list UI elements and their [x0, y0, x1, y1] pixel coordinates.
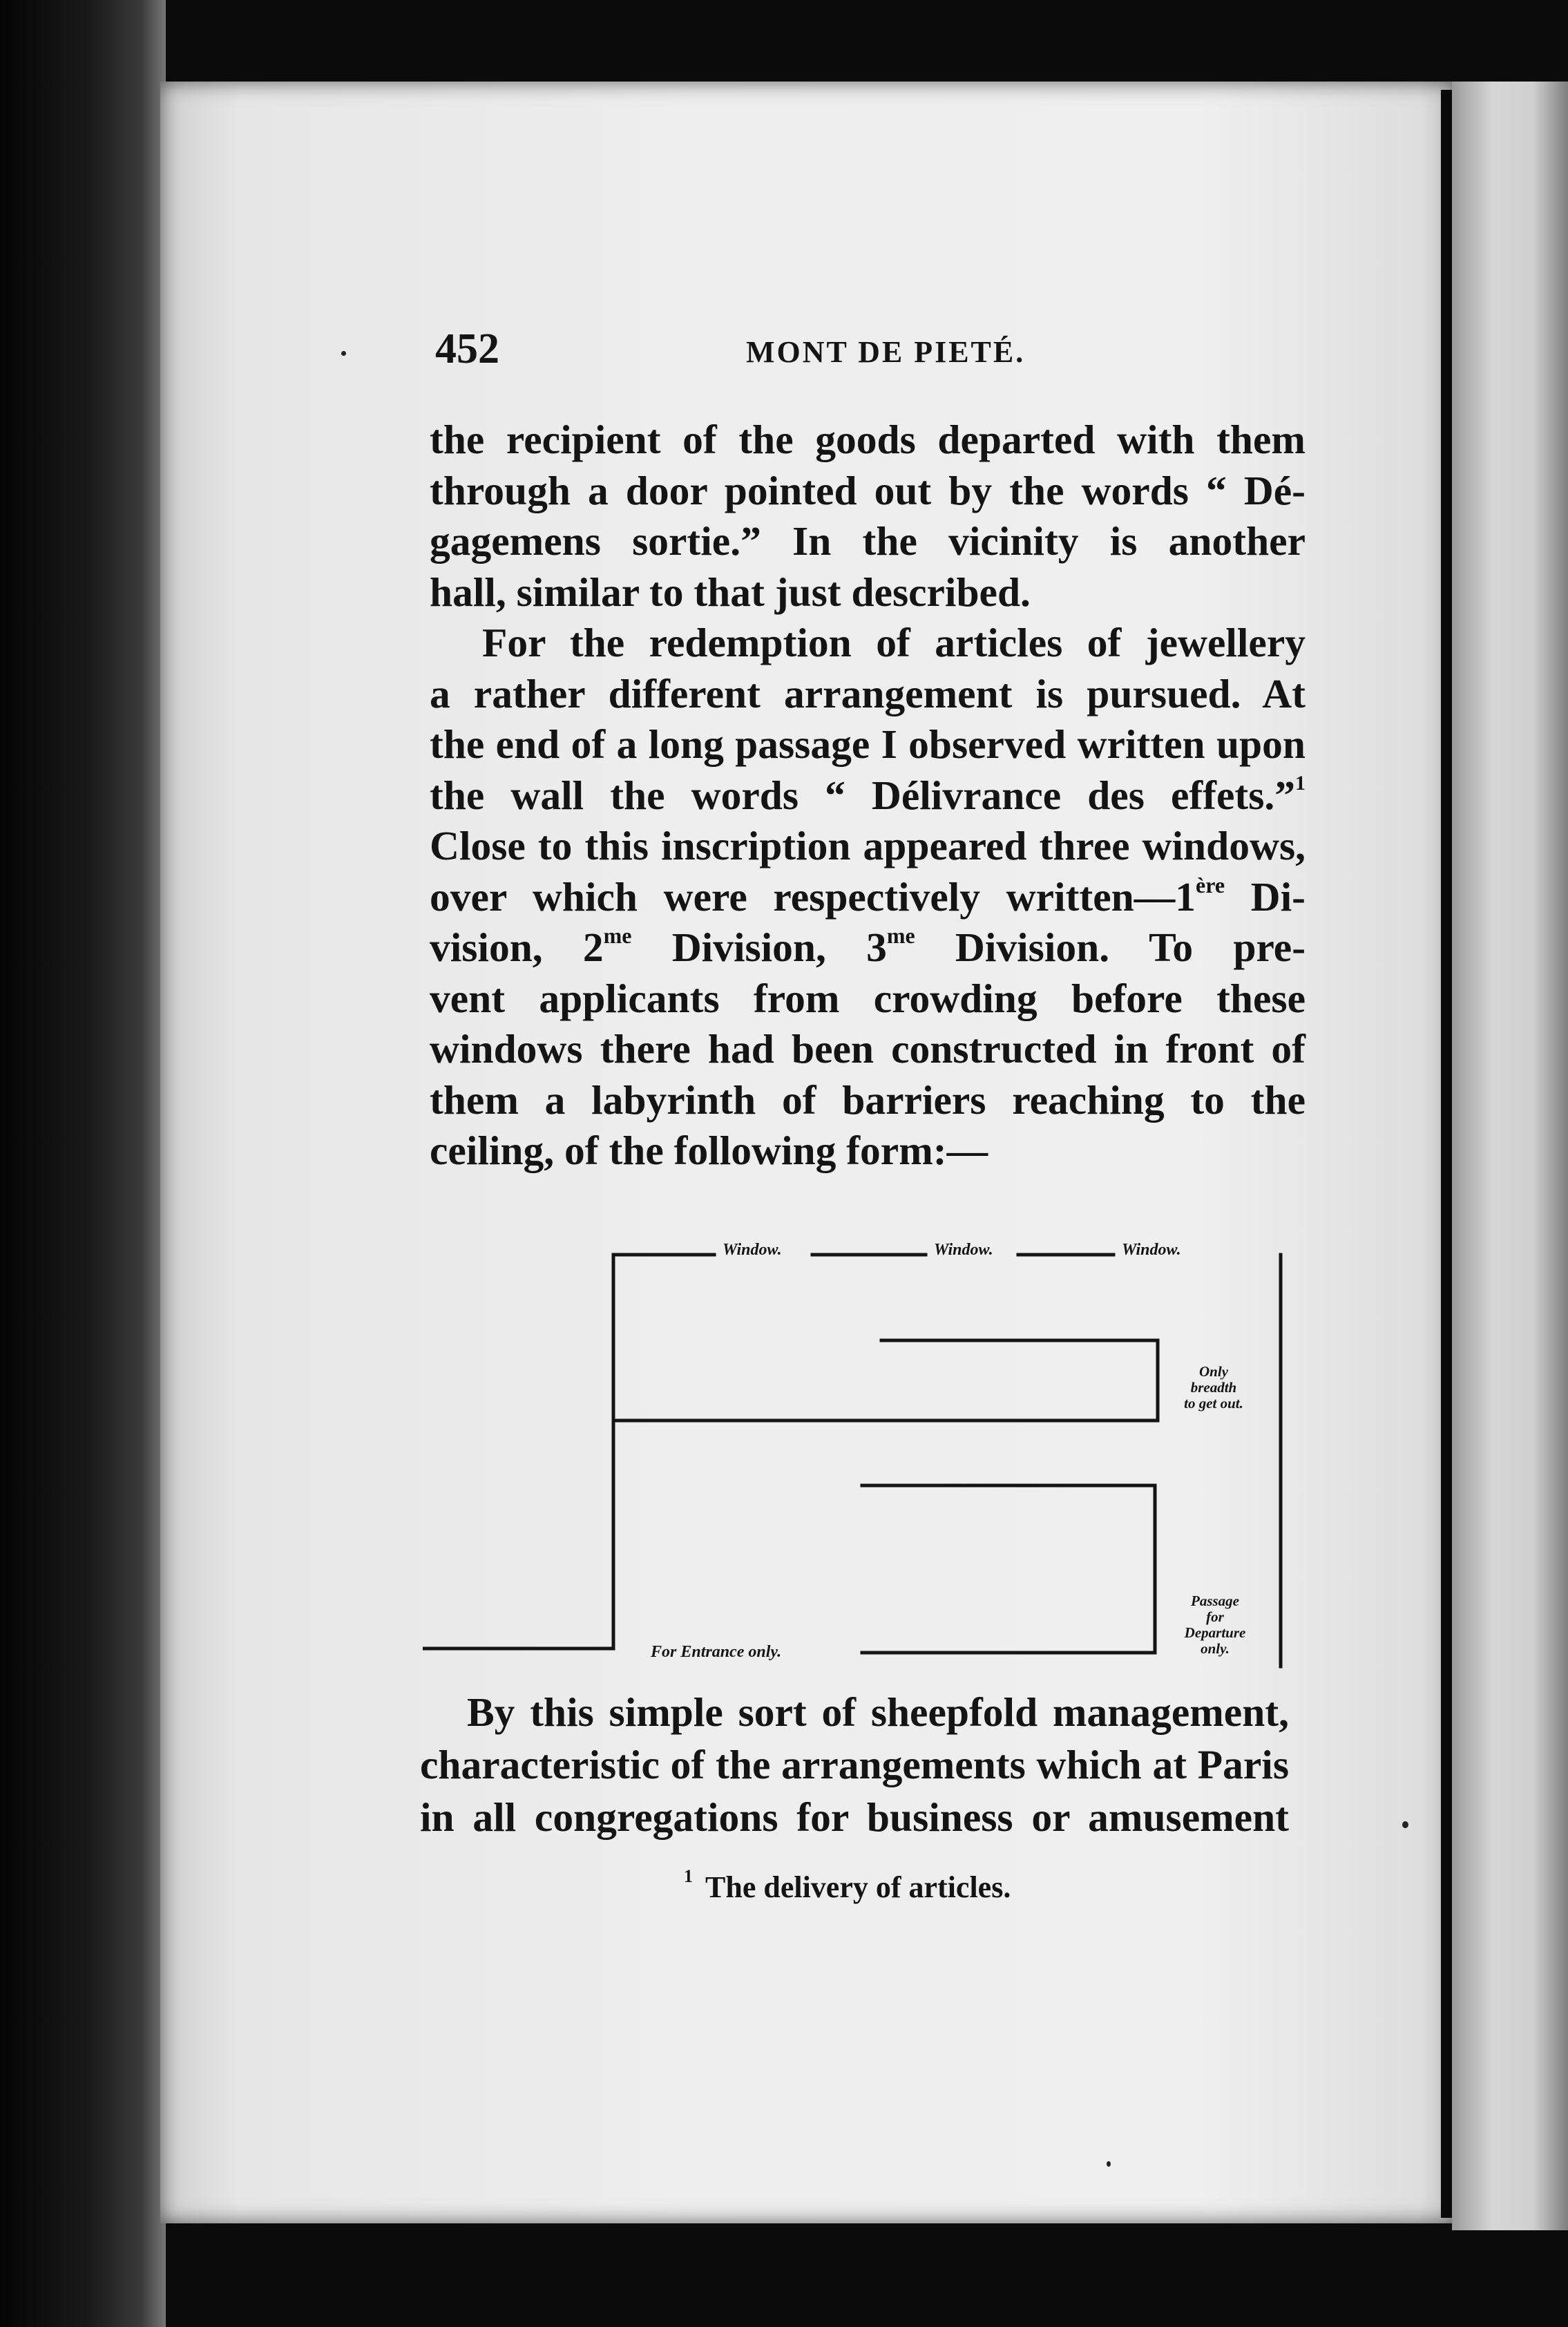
- text-line: For the redemption of articles of jewellery: [482, 620, 1306, 665]
- body-text: [430, 415, 1306, 1177]
- footnote-marker: 1: [684, 1866, 693, 1886]
- text-line: By this simple sort of sheepfold management,: [467, 1689, 1289, 1735]
- body-text-continued: [420, 1686, 1289, 1843]
- exit-breadth-label: [1162, 1364, 1265, 1412]
- text-line: Close to this inscription appeared three windows,: [430, 823, 1306, 868]
- ordinal-superscript: ère: [1195, 872, 1225, 897]
- entrance-label: For Entrance only.: [651, 1643, 782, 1661]
- ink-speck: [1107, 2161, 1111, 2167]
- ordinal-superscript: me: [886, 923, 915, 948]
- footnote-marker: 1: [1295, 771, 1306, 795]
- ink-speck: [341, 351, 346, 356]
- page-gutter: [1441, 90, 1452, 2218]
- footnote: [684, 1866, 1011, 1905]
- text-span: Division. To pre-: [915, 924, 1306, 970]
- text-line: in all congregations for business or amusement: [420, 1794, 1289, 1840]
- label-line: to get out.: [1184, 1395, 1243, 1412]
- label-line: only.: [1201, 1640, 1230, 1657]
- text-line: hall, similar to that just described.: [430, 569, 1031, 615]
- window-label: Window.: [723, 1241, 782, 1259]
- ink-speck: [1402, 1821, 1408, 1828]
- text-line: ceiling, of the following form:—: [430, 1128, 988, 1173]
- departure-passage-label: [1163, 1593, 1267, 1657]
- text-line: the recipient of the goods departed with them: [430, 417, 1306, 462]
- label-line: Only: [1199, 1363, 1228, 1380]
- text-line: gagemens sortie.” In the vicinity is another: [430, 518, 1306, 564]
- text-span: vision, 2: [430, 924, 604, 970]
- text-line: them a labyrinth of barriers reaching to the: [430, 1076, 1306, 1123]
- label-line: Departure: [1184, 1624, 1246, 1641]
- text-line: [430, 770, 1306, 821]
- label-line: Passage: [1191, 1593, 1239, 1609]
- facing-page-edge: [1452, 82, 1568, 2230]
- window-label: Window.: [934, 1241, 993, 1259]
- page-number: 452: [435, 325, 499, 372]
- text-line: [430, 922, 1306, 973]
- text-line: a rather different arrangement is pursued. At: [430, 670, 1306, 716]
- footnote-text: The delivery of articles.: [705, 1870, 1011, 1904]
- text-line: characteristic of the arrangements which at Paris: [420, 1742, 1289, 1787]
- text-span: Di-: [1225, 873, 1306, 920]
- text-line: the end of a long passage I observed written upon: [430, 721, 1306, 767]
- text-span: over which were respectively written—1: [430, 873, 1196, 920]
- label-line: breadth: [1190, 1379, 1237, 1396]
- text-line: windows there had been constructed in front of: [430, 1026, 1306, 1072]
- window-label: Window.: [1122, 1241, 1181, 1259]
- barrier-diagram: [423, 1230, 1294, 1686]
- text-line: [430, 872, 1306, 923]
- text-line: vent applicants from crowding before these: [430, 975, 1306, 1021]
- page-header: [435, 325, 1306, 380]
- text-line: through a door pointed out by the words “ Dé-: [430, 467, 1306, 513]
- book-edge-left: [0, 0, 166, 2327]
- running-head: MONT DE PIETÉ.: [746, 335, 1026, 369]
- ordinal-superscript: me: [603, 923, 632, 948]
- text-span: the wall the words “ Délivrance des effets.”: [430, 772, 1295, 818]
- text-span: Division, 3: [631, 924, 887, 970]
- label-line: for: [1206, 1608, 1224, 1625]
